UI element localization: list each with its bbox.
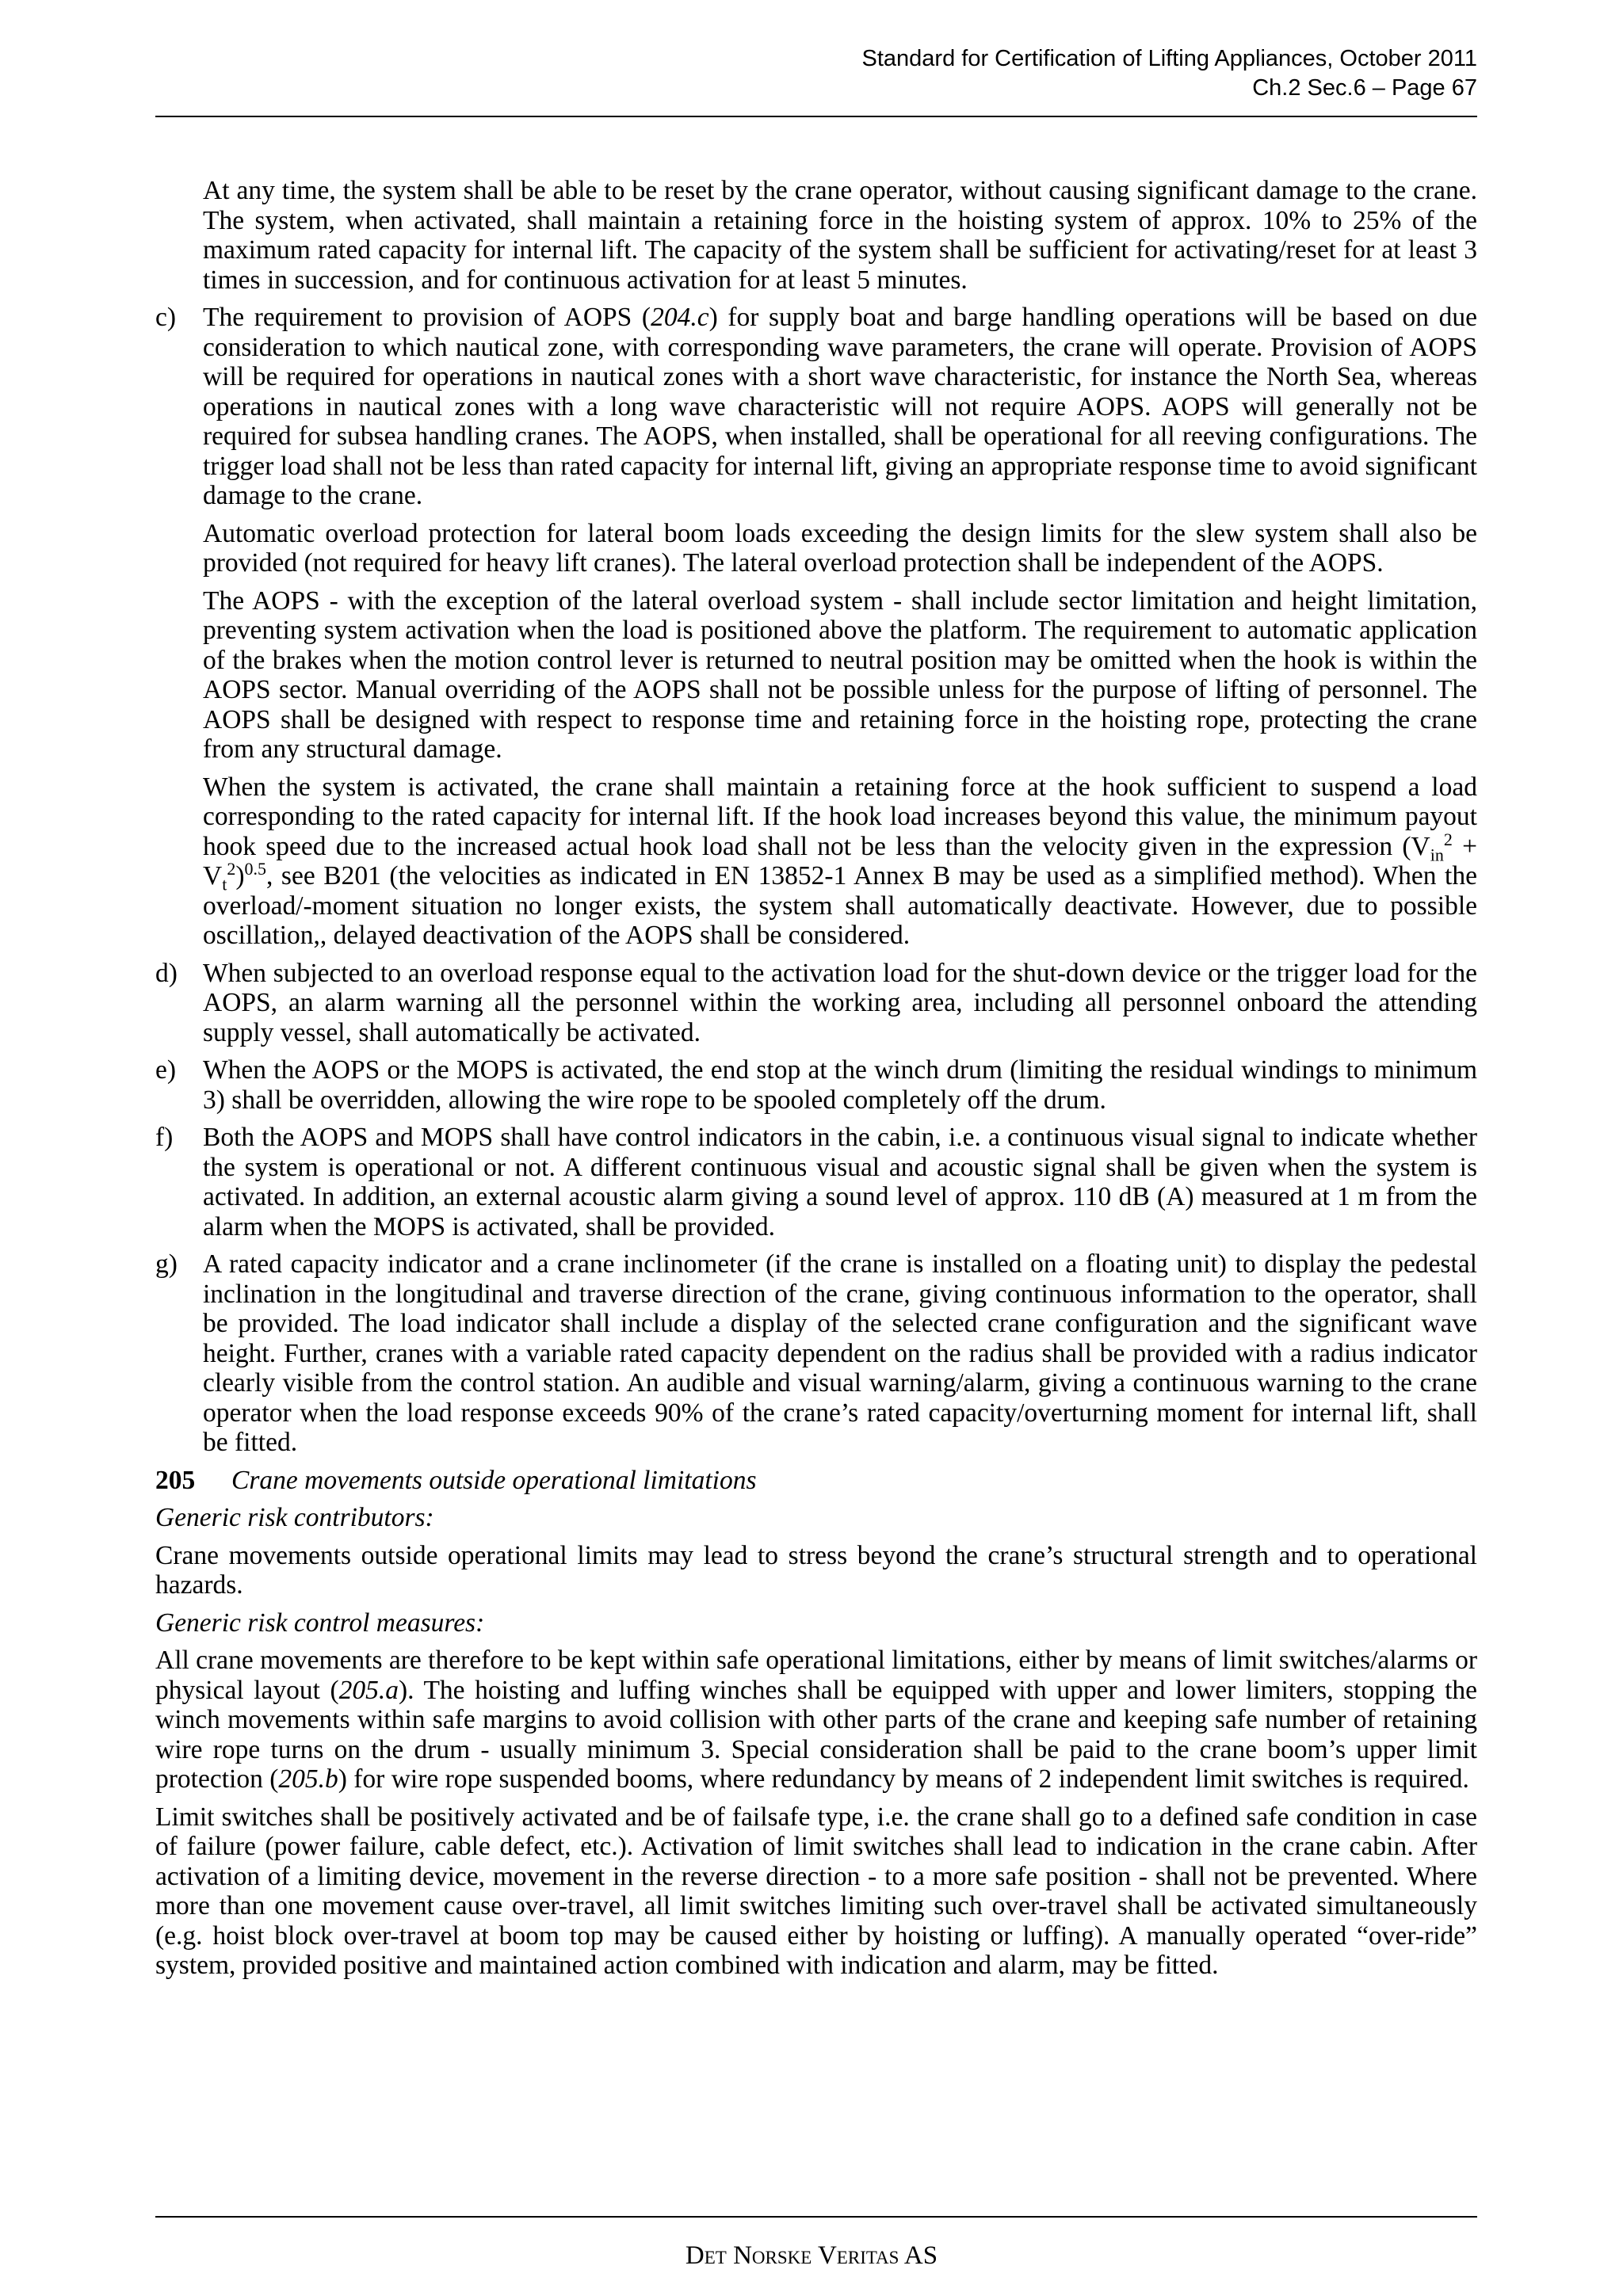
item-f-text: Both the AOPS and MOPS shall have control indicators in the cabin, i.e. a continuous visual signal to indicate whether the system is operational or not. A different continuous visual and acoustic signal shall be given when the system is activated. In addition, an external acoustic alarm giving a sound level of approx. 110 dB (A) measured at 1 m from the alarm when the MOPS is activated, shall be provided. bbox=[203, 1123, 1477, 1241]
risk-contributors-heading: Generic risk contributors: bbox=[155, 1503, 434, 1532]
cross-reference: 204.c bbox=[651, 303, 709, 332]
control-measures-heading: Generic risk control measures: bbox=[155, 1608, 485, 1638]
item-label: c) bbox=[155, 303, 177, 332]
item-e-text: When the AOPS or the MOPS is activated, the end stop at the winch drum (limiting the residual windings to minimum 3) shall be overridden, allowing the wire rope to be spooled completely off the drum. bbox=[203, 1055, 1477, 1115]
list-item-d bbox=[155, 959, 1477, 1048]
list-item-e bbox=[155, 1055, 1477, 1115]
cross-reference: 205.a bbox=[338, 1675, 399, 1705]
item-label: f) bbox=[155, 1123, 174, 1152]
control-measures-paragraph-1: All crane movements are therefore to be kept within safe operational limitations, either by means of limit switches/alarms or physical layout (205.a). The hoisting and luffing winches shall be equipped with upper and lower limiters, stopping the winch movements within safe margins to avoid collision with other parts of the crane and keeping safe number of retaining wire rope turns on the drum - usually minimum 3. Special consideration shall be paid to the crane boom’s upper limit protection (205.b) for wire rope suspended booms, where redundancy by means of 2 independent limit switches is required. bbox=[155, 1646, 1477, 1794]
control-measures-paragraph-2: Limit switches shall be positively activated and be of failsafe type, i.e. the crane shall go to a defined safe condition in case of failure (power failure, cable defect, etc.). Activation of limit switches shall lead to indication in the crane cabin. After activation of a limiting device, movement in the reverse direction - to a more safe position - shall not be prevented. Where more than one movement cause over-travel, all limit switches limiting such over-travel shall be activated simultaneously (e.g. hoist block over-travel at boom top may be caused either by hoisting or luffing). A manually operated “over-ride” system, provided positive and maintained action combined with indication and alarm, may be fitted. bbox=[155, 1802, 1477, 1980]
header-rule bbox=[155, 116, 1477, 117]
item-label: e) bbox=[155, 1055, 177, 1085]
section-title: Crane movements outside operational limitations bbox=[231, 1465, 757, 1495]
item-c-paragraph-1: The requirement to provision of AOPS (204.c) for supply boat and barge handling operations will be based on due consideration to which nautical zone, with corresponding wave parameters, the crane will operate. Provision of AOPS will be required for operations in nautical zones with a short wave characteristic, for instance the North Sea, whereas operations in nautical zones with a long wave characteristic will not require AOPS. AOPS will generally not be required for subsea handling cranes. The AOPS, when installed, shall be operational for all reeving configurations. The trigger load shall not be less than rated capacity for internal lift, giving an appropriate response time to avoid significant damage to the crane. bbox=[203, 303, 1477, 510]
risk-contributors-text: Crane movements outside operational limits may lead to stress beyond the crane’s structural strength and to operational hazards. bbox=[155, 1540, 1477, 1600]
list-item-c bbox=[155, 303, 1477, 951]
item-c-paragraph-3: The AOPS - with the exception of the lateral overload system - shall include sector limitation and height limitation, preventing system activation when the load is positioned above the platform. The requirement to automatic application of the brakes when the motion control lever is returned to neutral position may be omitted when the hook is within the AOPS sector. Manual overriding of the AOPS shall not be possible unless for the purpose of lifting of personnel. The AOPS shall be designed with respect to response time and retaining force in the hoisting rope, protecting the crane from any structural damage. bbox=[203, 585, 1477, 764]
item-g-text: A rated capacity indicator and a crane inclinometer (if the crane is installed on a floating unit) to display the pedestal inclination in the longitudinal and traverse direction of the crane, giving continuous information to the operator, shall be provided. The load indicator shall include a display of the selected crane configuration and the significant wave height. Further, cranes with a variable rated capacity dependent on the radius shall be provided with a radius indicator clearly visible from the control station. An audible and visual warning/alarm, giving a continuous warning to the crane operator when the load response exceeds 90% of the crane’s rated capacity/overturning moment for internal lift, shall be fitted. bbox=[203, 1249, 1477, 1457]
header-title: Standard for Certification of Lifting Appliances, October 2011 bbox=[861, 46, 1477, 71]
item-label: g) bbox=[155, 1249, 178, 1279]
list-item-f bbox=[155, 1123, 1477, 1241]
footer-publisher: Det Norske Veritas AS bbox=[685, 2241, 938, 2270]
list-item-g bbox=[155, 1249, 1477, 1458]
section-number: 205 bbox=[155, 1465, 196, 1495]
item-label: d) bbox=[155, 958, 178, 988]
header-page-ref: Ch.2 Sec.6 – Page 67 bbox=[1252, 75, 1477, 101]
page-footer bbox=[0, 2241, 1623, 2271]
item-c-paragraph-4: When the system is activated, the crane shall maintain a retaining force at the hook sufficient to suspend a load corresponding to the rated capacity for internal lift. If the hook load increases beyond this value, the minimum payout hook speed due to the increased actual hook load shall not be less than the velocity given in the expression $(V_{in}^2 + V_t^2)^{0.5}$, see B201 (the velocities as indicated in EN 13852-1 Annex B may be used as a simplified method). When the overload/-moment situation no longer exists, the system shall automatically deactivate. However, due to possible oscillation,, delayed deactivation of the AOPS shall be considered. bbox=[203, 772, 1477, 950]
page-body bbox=[155, 176, 1477, 1989]
footer-rule bbox=[155, 2216, 1477, 2218]
intro-paragraph: At any time, the system shall be able to be reset by the crane operator, without causing significant damage to the crane. The system, when activated, shall maintain a retaining force in the hoisting system of approx. 10% to 25% of the maximum rated capacity for internal lift. The capacity of the system shall be sufficient for activating/reset for at least 3 times in succession, and for continuous activation for at least 5 minutes. bbox=[203, 176, 1477, 295]
item-d-text: When subjected to an overload response equal to the activation load for the shut-down device or the trigger load for the AOPS, an alarm warning all the personnel within the working area, including all personnel onboard the attending supply vessel, shall automatically be activated. bbox=[203, 958, 1477, 1047]
section-heading-205 bbox=[155, 1466, 1477, 1496]
item-c-paragraph-2: Automatic overload protection for lateral boom loads exceeding the design limits for the slew system shall also be provided (not required for heavy lift cranes). The lateral overload protection shall be independent of the AOPS. bbox=[203, 518, 1477, 578]
cross-reference: 205.b bbox=[278, 1764, 338, 1794]
page-header bbox=[862, 44, 1477, 103]
